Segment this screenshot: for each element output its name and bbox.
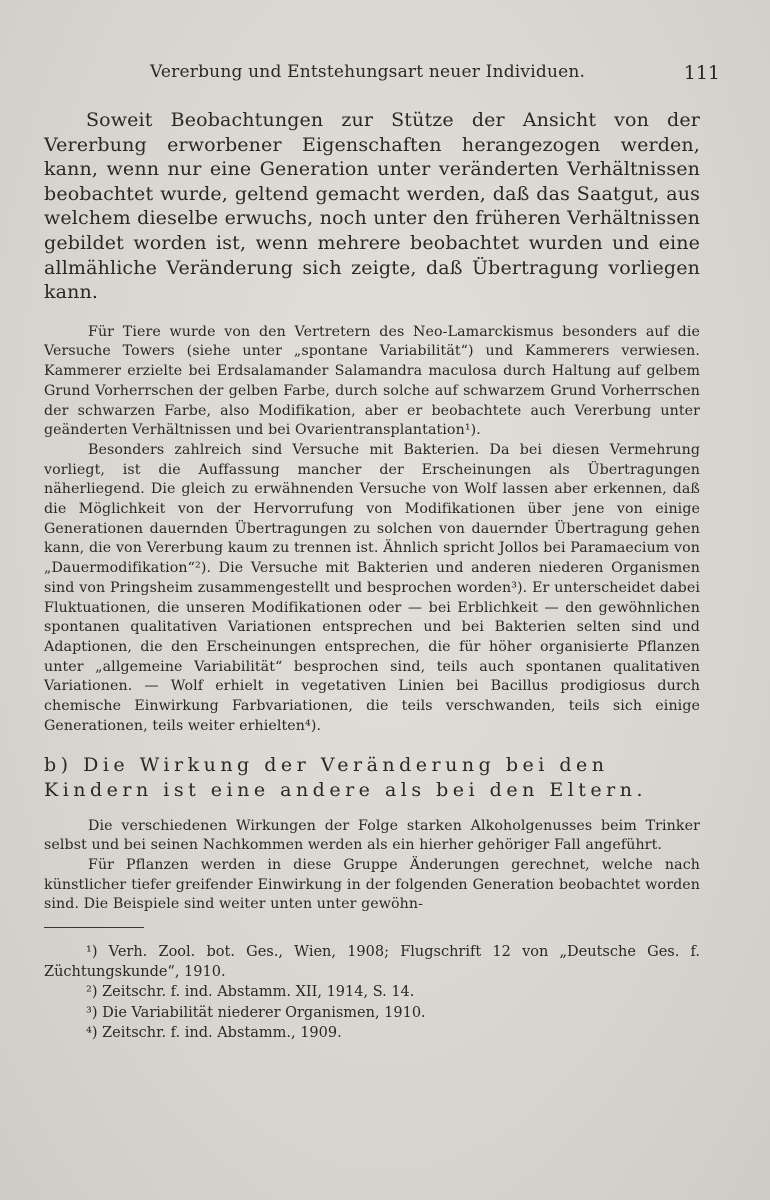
footnote-1: ¹) Verh. Zool. bot. Ges., Wien, 1908; Flugschrift 12 von „Deutsche Ges. f. Züchtungskunde“, 1910.	[44, 944, 700, 981]
footnote-3: ³) Die Variabilität niederer Organismen, 1910.	[86, 1004, 426, 1021]
section-heading: b) Die Wirkung der Veränderung bei den Kindern ist eine andere als bei den Eltern.	[44, 753, 648, 801]
paragraph-alcohol: Die verschiedenen Wirkungen der Folge starken Alkoholgenusses beim Trinker selbst und bei seinen Nachkommen werden als ein hierher gehöriger Fall angeführt.	[44, 817, 700, 854]
paragraph-animals: Für Tiere wurde von den Vertretern des Neo-Lamarckismus besonders auf die Versuche Towers (siehe unter „spontane Variabilität“) und Kammerers verwiesen. Kammerer erzielte bei Erdsalamander Salamandra maculosa durch Haltung auf gelbem Grund Vorherrschen der gelben Farbe, durch solche auf schwarzem Grund Vorherrschen der schwarzen Farbe, also Modifikation, aber er beobachtete auch Vererbung unter geänderten Verhältnissen und bei Ovarientransplantation¹).	[44, 323, 700, 439]
paragraph-bacteria: Besonders zahlreich sind Versuche mit Bakterien. Da bei diesen Vermehrung vorliegt, ist die Auffassung mancher der Erscheinungen als Übertragungen näherliegend. Die gleich zu erwähnenden Versuche von Wolf lassen aber erkennen, daß die Möglichkeit von der Hervorrufung von Modifikationen über jene von einige Generationen dauernden Übertragungen zu solchen von dauernder Übertragung gehen kann, die von Vererbung kaum zu trennen ist. Ähnlich spricht Jollos bei Paramaecium von „Dauermodifikation“²). Die Versuche mit Bakterien und anderen niederen Organismen sind von Pringsheim zusammengestellt und besprochen worden³). Er unterscheidet dabei Fluktuationen, die unseren Modifikationen oder — bei Erblichkeit — den gewöhnlichen spontanen qualitativen Variationen entsprechen und bei Bakterien selten sind und Adaptionen, die den Erscheinungen entsprechen, die für höher organisierte Pflanzen unter „allgemeine Variabilität“ besprochen sind, teils auch spontanen qualitativen Variationen. — Wolf erhielt in vegetativen Linien bei Bacillus prodigiosus durch chemische Einwirkung Farbvariationen, die teils verschwanden, teils sich einige Generationen, teils weiter erhielten⁴).	[44, 441, 700, 734]
page-body	[44, 108, 700, 1043]
running-title: Vererbung und Entstehungsart neuer Individuen.	[150, 62, 586, 82]
footnote-divider	[44, 927, 144, 928]
footnote-4: ⁴) Zeitschr. f. ind. Abstamm., 1909.	[86, 1024, 342, 1041]
page-header	[40, 62, 720, 92]
lead-paragraph: Soweit Beobachtungen zur Stütze der Ansicht von der Vererbung erworbener Eigenschaften herangezogen werden, kann, wenn nur eine Generation unter veränderten Verhältnissen beobachtet wurde, geltend gemacht werden, daß das Saatgut, aus welchem dieselbe erwuchs, noch unter den früheren Verhältnissen gebildet worden ist, wenn mehrere beobachtet wurden und eine allmähliche Veränderung sich zeigte, daß Übertragung vorliegen kann.	[44, 109, 700, 304]
footnote-2: ²) Zeitschr. f. ind. Abstamm. XII, 1914, S. 14.	[86, 984, 415, 1001]
page-number: 111	[683, 62, 720, 84]
paragraph-plants: Für Pflanzen werden in diese Gruppe Änderungen gerechnet, welche nach künstlicher tiefer greifender Einwirkung in der folgenden Generation beobachtet worden sind. Die Beispiele sind weiter unten unter gewöhn-	[44, 856, 700, 913]
